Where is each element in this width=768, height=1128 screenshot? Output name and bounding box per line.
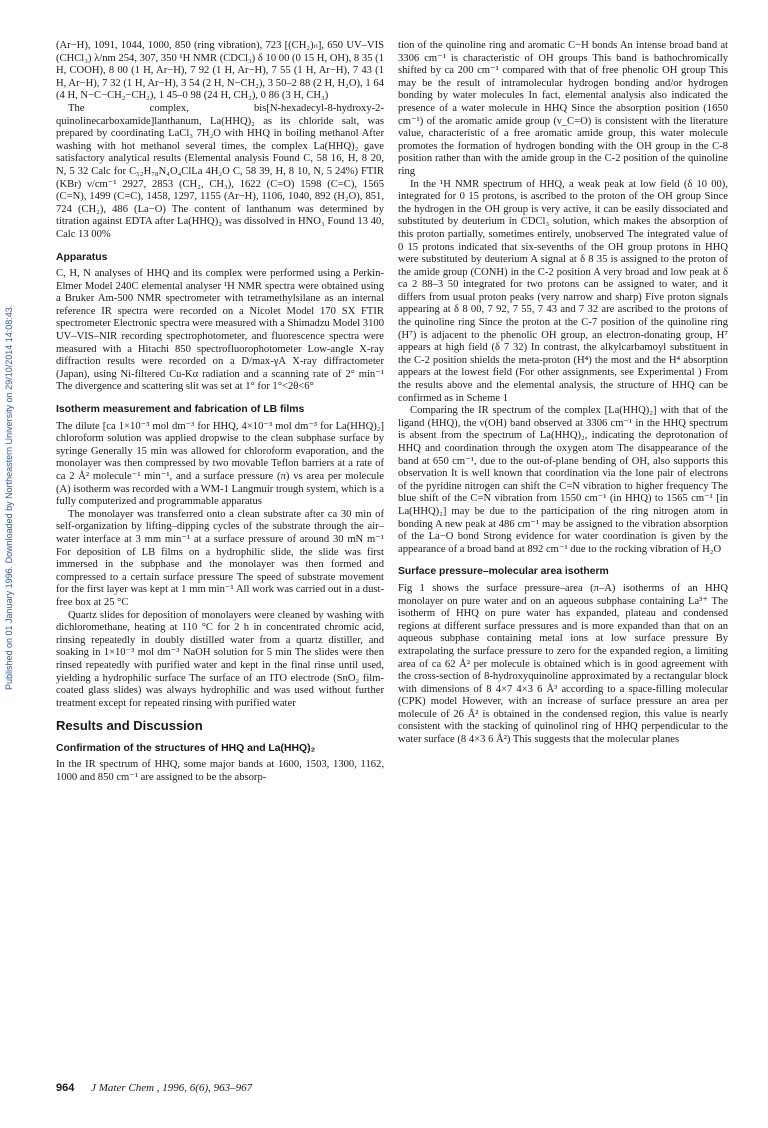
paragraph: The complex, bis[N-hexadecyl-8-hydroxy-2-quinolinecarboxamide]lanthanum, La(HHQ)₂ as its chloride salt, was prepared by coordinating LaCl₃ 7H₂O with HHQ in boiling methanol After washing with hot methanol several times, the complex La(HHQ)₂ gave satisfactory analytical results (Elemental analysis Found C, 58 16, H, 8 20, N, 5 32 Calc for C₅₂H₇₈N₄O₄ClLa 4H₂O C, 58 39, H, 8 10, N, 5 24%) FTIR (KBr) ν/cm⁻¹ 2927, 2853 (CH₂, CH₃), 1622 (C=O) 1598 (C=C), 1565 (C=N), 1499 (C=C), 1458, 1297, 1155 (Ar−H), 1106, 1040, 892 (H₂O), 851, 724 (CH₂), 486 (La−O) The content of lanthanum was determined by titration against EDTA after La(HHQ)₂ was dissolved in HNO₃ Found 13 40, Calc 13 00% xyxy=(56,102,384,240)
paragraph: Fig 1 shows the surface pressure–area (π–A) isotherms of an HHQ monolayer on pure water and on an aqueous subphase containing La³⁺ The isotherm of HHQ on pure water has expanded, plateau and condensed regions at different surface pressures and is more expanded than that on an aqueous subphase containing metal ions at low surface pressure By extrapolating the surface pressure to zero for the expanded region, a limiting area of ca 62 Å² per molecule is obtained which is in good agreement with the cross-section of 8-hydroxyquinoline approximated by a rectangular block with dimensions of 8 4×7 4×3 6 Å³ according to a space-filling molecular (CPK) model However, with an increase of surface pressure an area per molecule of 26 Å² is obtained in the condensed region, this value is nearly consistent with the stacking of quinolinol ring of HHQ perpendicular to the water surface (8 4×3 6 Å²) This suggests that the molecular planes xyxy=(398,582,728,746)
paragraph: In the IR spectrum of HHQ, some major bands at 1600, 1503, 1300, 1162, 1000 and 850 cm⁻¹ are assigned to be the absorp- xyxy=(56,759,384,784)
publication-sidebar xyxy=(2,170,24,690)
paragraph: Quartz slides for deposition of monolayers were cleaned by washing with dichloromethane, heating at 110 °C for 2 h in concentrated chromic acid, rinsing repeatedly in doubly distilled water from a quartz distiller, and soaking in 1×10⁻³ mol dm⁻³ NaOH solution for 5 min The slides were then rinsed repeatedly with purified water and kept in the final rinse until used, yielding a hydrophilic surface The surface of an ITO electrode (SnO₂ film-coated glass slides) was always hydrophilic and was used without further treatment except for repeated rinsing with purified water xyxy=(56,609,384,709)
paragraph: The monolayer was transferred onto a clean substrate after ca 30 min of self-organization by lifting–dipping cycles of the substrate through the air–water interface at 3 mm min⁻¹ at a surface pressure of around 30 mN m⁻¹ For deposition of LB films on a hydrophilic slide, the slide was first immersed in the subphase and the monolayer was then formed and compressed to a certain surface pressure The speed of substrate movement for the first layer was kept at 1 mm min⁻¹ All work was carried out in a dust-free box at 25 °C xyxy=(56,508,384,608)
paragraph: C, H, N analyses of HHQ and its complex were performed using a Perkin-Elmer Model 240C elemental analyser ¹H NMR spectra were obtained using a Bruker Am-500 NMR spectrometer with tetramethylsilane as an internal reference IR spectra were recorded on a Nicolet Model 170 SX FTIR spectrometer Electronic spectra were measured with a Shimadzu Model 3100 UV–VIS–NIR recording spectrophotometer, and fluorescence spectra were measured with a Hitachi 850 spectrofluorophotometer Low-angle X-ray diffraction results were recorded on a D/max-γA X-ray diffractometer (Japan), using Ni-filtered Cu-Kα radiation and a scanning rate of 2° min⁻¹ The divergence and scattering slit was set at 1° for 1°<2θ<6° xyxy=(56,268,384,393)
left-column xyxy=(56,40,384,785)
sidebar-note: Published on 01 January 1996. Downloaded by Northeastern University on 29/10/2014 14:08:43. xyxy=(4,304,14,690)
subsection-heading-confirmation: Confirmation of the structures of HHQ and La(HHQ)₂ xyxy=(56,742,316,754)
section-heading-surface-pressure: Surface pressure–molecular area isotherm xyxy=(398,566,609,578)
right-column xyxy=(398,40,728,747)
paragraph: The dilute [ca 1×10⁻³ mol dm⁻³ for HHQ, 4×10⁻³ mol dm⁻³ for La(HHQ)₂] chloroform solution was applied dropwise to the clean subphase surface by syringe Generally 15 min was allowed for chloroform evaporation, and the monolayer was then compressed by two movable Teflon barriers at a rate of ca 2 Å² molecule⁻¹ min⁻¹, and a surface pressure (π) vs area per molecule (A) isotherm was recorded with a WM-1 Langmuir trough system, which is a fully computerized and programmable apparatus xyxy=(56,420,384,508)
section-heading-apparatus: Apparatus xyxy=(56,251,108,263)
paragraph: (Ar−H), 1091, 1044, 1000, 850 (ring vibration), 723 [(CH₂)ₙ], 650 UV–VIS (CHCl₃) λ/nm 254, 307, 350 ¹H NMR (CDCl₃) δ 10 00 (0 15 H, OH), 8 35 (1 H, COOH), 8 00 (1 H, Ar−H), 7 92 (1 H, Ar−H), 7 55 (1 H, Ar−H), 7 43 (1 H, Ar−H), 7 32 (1 H, Ar−H), 3 54 (2 H, N−CH₂), 3 50–2 88 (2 H, H₂O), 1 64 (4 H, N−C−CH₂−CH₂), 1 45–0 98 (24 H, CH₂), 0 86 (3 H, CH₃) xyxy=(56,40,384,102)
page-footer xyxy=(56,1082,252,1094)
page-number: 964 xyxy=(56,1082,75,1094)
journal-citation: J Mater Chem , 1996, 6(6), 963–967 xyxy=(91,1082,253,1094)
paragraph: tion of the quinoline ring and aromatic C−H bonds An intense broad band at 3306 cm⁻¹ is characteristic of OH groups This band is bathochromically shifted by ca 200 cm⁻¹ compared with that of free phenolic OH group This may be the result of intramolecular hydrogen bonding and/or hydrogen bonding by water molecules In fact, elemental analysis also indicated the presence of a water molecule in HHQ Since the absorption position (1650 cm⁻¹) of the aromatic amide group (ν_C=O) is consistent with the literature value, characteristic of a free aromatic amide group, this water molecule promotes the formation of hydrogen bonding with the OH group in the C-8 position rather than with the amide group in the C-2 position of the quinoline ring xyxy=(398,40,728,177)
paragraph: In the ¹H NMR spectrum of HHQ, a weak peak at low field (δ 10 00), integrated for 0 15 protons, is ascribed to the proton of the OH group Since the hydrogen in the OH group is very active, it can be easily dissociated and substituted by deuterium in CDCl₃ solution, which makes the absorption of this proton partially, sometimes entirely, unobserved The integrated value of 0 15 protons indicated that six-sevenths of the OH group protons in HHQ were substituted by deuterium A signal at δ 8 35 is assigned to the proton of the amide group (CONH) in the C-2 position A very broad and low peak at δ ca 2 88–3 50 integrated for two protons can be assigned to water, and it differs from usual proton peaks (very narrow and sharp) Five proton signals appearing at δ 8 00, 7 92, 7 55, 7 43 and 7 32 are ascribed to the protons of the quinoline ring Since the proton at the C-7 position of the quinoline ring (H⁷) is adjacent to the phenolic OH group, an electron-donating group, H⁷ appears at high field (δ 7 32) In contrast, the alkylcarbamoyl substituent in the C-2 position shields the meta-proton (H⁴) the most and the H⁴ absorption appears at the lowest field (For other assignments, see Experimental ) From the results above and the elemental analysis, the structure of HHQ can be confirmed as in Scheme 1 xyxy=(398,178,728,404)
section-heading-results: Results and Discussion xyxy=(56,718,203,734)
paragraph: Comparing the IR spectrum of the complex [La(HHQ)₂] with that of the ligand (HHQ), the ν(OH) band observed at 3306 cm⁻¹ in the HHQ spectrum is absent from the spectrum of La(HHQ)₂, indicating the deprotonation of HHQ and coordination through the oxygen atom The disappearance of the band at 650 cm⁻¹, due to the out-of-plane bending of OH, also supports this observation It is well known that coordination via the lone pair of electrons of the pyridine nitrogen can shift the C=N vibration to higher frequency The blue shift of the C=N vibration from 1550 cm⁻¹ (in HHQ) to 1565 cm⁻¹ [in La(HHQ)₂] may be due to the participation of the ring nitrogen atom in bonding A new peak at 486 cm⁻¹ may be assigned to the vibration absorption of the La−O bond Strong evidence for water coordination is given by the appearance of a broad band at 892 cm⁻¹ due to the rocking vibration of H₂O xyxy=(398,405,728,555)
section-heading-isotherm: Isotherm measurement and fabrication of LB films xyxy=(56,404,305,416)
